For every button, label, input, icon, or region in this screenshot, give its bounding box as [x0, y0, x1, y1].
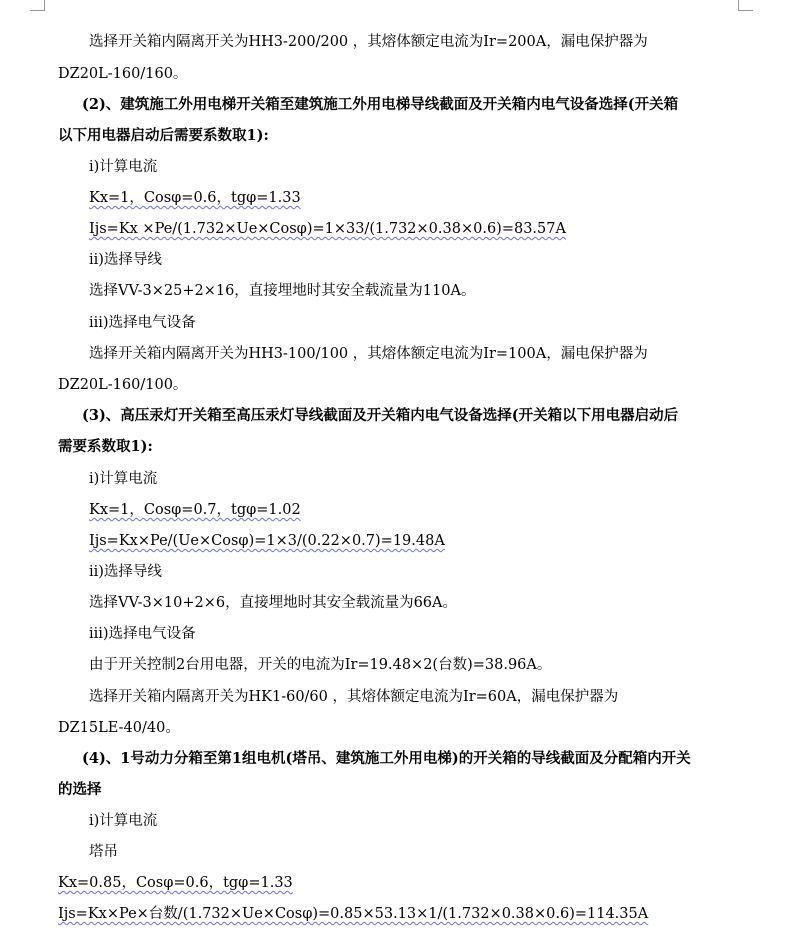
subheading-line: i)计算电流: [89, 159, 158, 175]
subheading-line: iii)选择电气设备: [89, 315, 196, 331]
formula-line: Kx=1，Cosφ=0.7，tgφ=1.02: [89, 502, 301, 518]
paragraph-line: 选择开关箱内隔离开关为HH3-200/200 ，其熔体额定电流为Ir=200A，漏电保护器为: [89, 34, 648, 50]
paragraph-line: 选择开关箱内隔离开关为HK1-60/60 ，其熔体额定电流为Ir=60A，漏电保护器为: [89, 689, 619, 705]
formula-line: Kx=0.85，Cosφ=0.6，tgφ=1.33: [58, 875, 293, 891]
paragraph-line: 选择开关箱内隔离开关为HH3-100/100 ，其熔体额定电流为Ir=100A，漏电保护器为: [89, 346, 648, 362]
subheading-line: i)计算电流: [89, 471, 158, 487]
section-heading-continued: 的选择: [58, 781, 102, 798]
paragraph-line: 塔吊: [89, 844, 118, 860]
paragraph-line: 选择VV-3×10+2×6，直接埋地时其安全载流量为66A。: [89, 595, 458, 611]
formula-line: Ijs=Kx ×Pe/(1.732×Ue×Cosφ)=1×33/(1.732×0.38×0.6)=83.57A: [89, 221, 566, 237]
page-corner-mark-left: [30, 0, 45, 11]
paragraph-line: 选择VV-3×25+2×16，直接埋地时其安全载流量为110A。: [89, 283, 476, 299]
paragraph-line: DZ20L-160/160。: [58, 66, 188, 82]
section-heading: (3)、高压汞灯开关箱至高压汞灯导线截面及开关箱内电气设备选择(开关箱以下用电器启动后: [82, 407, 679, 424]
paragraph-line: DZ20L-160/100。: [58, 377, 188, 393]
formula-line: Kx=1，Cosφ=0.6，tgφ=1.33: [89, 190, 301, 206]
paragraph-line: DZ15LE-40/40。: [58, 720, 180, 736]
section-heading: (2)、建筑施工外用电梯开关箱至建筑施工外用电梯导线截面及开关箱内电气设备选择(开关箱: [82, 96, 679, 113]
formula-line: Ijs=Kx×Pe×台数/(1.732×Ue×Cosφ)=0.85×53.13×1/(1.732×0.38×0.6)=114.35A: [58, 906, 649, 922]
formula-line: Ijs=Kx×Pe/(Ue×Cosφ)=1×3/(0.22×0.7)=19.48A: [89, 533, 445, 549]
section-heading-continued: 需要系数取1):: [58, 438, 153, 455]
section-heading-continued: 以下用电器启动后需要系数取1):: [58, 127, 269, 144]
subheading-line: ii)选择导线: [89, 252, 162, 268]
subheading-line: iii)选择电气设备: [89, 626, 196, 642]
section-heading: (4)、1号动力分箱至第1组电机(塔吊、建筑施工外用电梯)的开关箱的导线截面及分配箱内开关: [82, 750, 691, 767]
subheading-line: i)计算电流: [89, 813, 158, 829]
paragraph-line: 由于开关控制2台用电器，开关的电流为Ir=19.48×2(台数)=38.96A。: [89, 657, 552, 673]
subheading-line: ii)选择导线: [89, 564, 162, 580]
page-corner-mark-right: [738, 0, 753, 11]
